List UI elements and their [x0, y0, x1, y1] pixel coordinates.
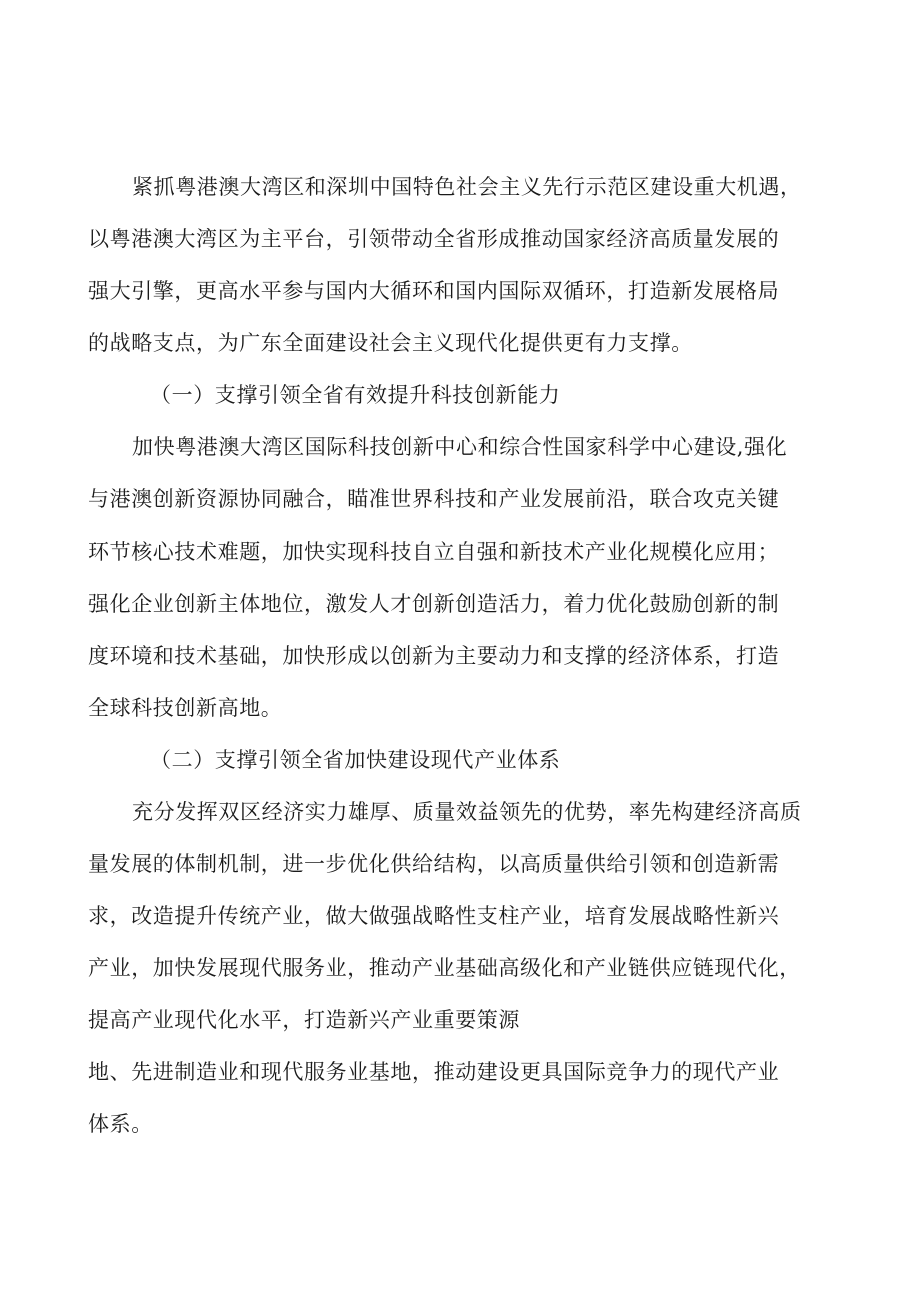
paragraph-2-line-6: 全球科技创新高地。 [88, 696, 283, 720]
section-heading-2: （二）支撑引领全省加快建设现代产业体系 [150, 748, 561, 772]
paragraph-2-line-3: 环节核心技术难题，加快实现科技自立自强和新技术产业化规模化应用； [88, 540, 780, 564]
paragraph-2-line-1: 加快粤港澳大湾区国际科技创新中心和综合性国家科学中心建设,强化 [132, 435, 788, 459]
paragraph-1-line-3: 强大引擎，更高水平参与国内大循环和国内国际双循环，打造新发展格局 [88, 279, 780, 303]
paragraph-2-line-2: 与港澳创新资源协同融合，瞄准世界科技和产业发展前沿，联合攻克关键 [88, 487, 780, 511]
paragraph-3-line-6: 地、先进制造业和现代服务业基地，推动建设更具国际竞争力的现代产业 [88, 1060, 780, 1084]
paragraph-3-line-1: 充分发挥双区经济实力雄厚、质量效益领先的优势，率先构建经济高质 [132, 800, 802, 824]
paragraph-1-line-1: 紧抓粤港澳大湾区和深圳中国特色社会主义先行示范区建设重大机遇， [132, 175, 802, 199]
paragraph-1-line-2: 以粤港澳大湾区为主平台，引领带动全省形成推动国家经济高质量发展的 [88, 227, 780, 251]
paragraph-2-line-5: 度环境和技术基础，加快形成以创新为主要动力和支撑的经济体系，打造 [88, 644, 780, 668]
paragraph-3-line-5: 提高产业现代化水平，打造新兴产业重要策源 [88, 1008, 520, 1032]
paragraph-3-line-2: 量发展的体制机制，进一步优化供给结构，以高质量供给引领和创造新需 [88, 852, 780, 876]
section-heading-1: （一）支撑引领全省有效提升科技创新能力 [150, 383, 561, 407]
paragraph-3-line-4: 产业，加快发展现代服务业，推动产业基础高级化和产业链供应链现代化， [88, 956, 801, 980]
paragraph-3-line-3: 求，改造提升传统产业，做大做强战略性支柱产业，培育发展战略性新兴 [88, 904, 780, 928]
paragraph-3-line-7: 体系。 [88, 1112, 153, 1136]
paragraph-2-line-4: 强化企业创新主体地位，激发人才创新创造活力，着力优化鼓励创新的制 [88, 592, 780, 616]
paragraph-1-line-4: 的战略支点，为广东全面建设社会主义现代化提供更有力支撑。 [88, 331, 693, 355]
